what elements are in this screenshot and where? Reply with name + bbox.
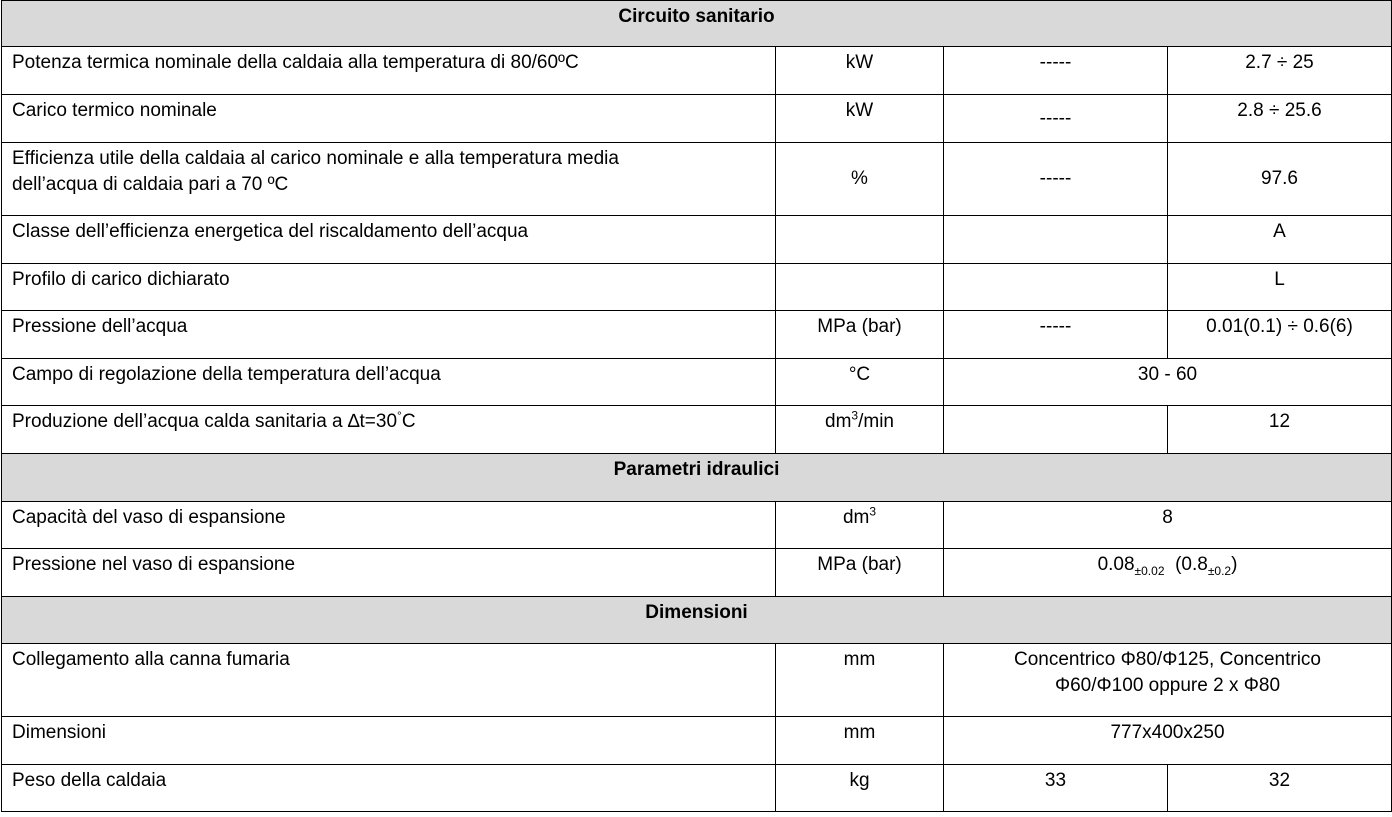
- row-unit: mm: [776, 717, 944, 765]
- row-label: Pressione dell’acqua: [2, 311, 776, 359]
- table-row: [2, 644, 1392, 717]
- row-value-line-1: Concentrico Φ80/Φ125, Concentrico: [1013, 649, 1322, 670]
- table-row: [2, 47, 1392, 95]
- row-label: Profilo di carico dichiarato: [2, 264, 776, 311]
- row-value-2: 0.01(0.1) ÷ 0.6(6): [1168, 311, 1392, 359]
- table-row: [2, 406, 1392, 454]
- row-label: Capacità del vaso di espansione: [2, 502, 776, 549]
- table-row: [2, 359, 1392, 406]
- section-header-dimensioni: [2, 597, 1392, 644]
- row-value-2: 97.6: [1168, 143, 1392, 216]
- row-unit: mm: [776, 644, 944, 717]
- row-unit: kW: [776, 95, 944, 143]
- row-value-1: -----: [944, 143, 1168, 216]
- spec-table: [1, 0, 1392, 812]
- section-title-dimensioni: Dimensioni: [2, 597, 1392, 644]
- row-unit: MPa (bar): [776, 311, 944, 359]
- row-label: Pressione nel vaso di espansione: [2, 549, 776, 597]
- table-row: [2, 264, 1392, 311]
- row-value-2: 2.7 ÷ 25: [1168, 47, 1392, 95]
- row-unit: °C: [776, 359, 944, 406]
- row-value-2: 2.8 ÷ 25.6: [1168, 95, 1392, 143]
- row-value-1: 33: [944, 765, 1168, 812]
- row-value-line-2: Φ60/Φ100 oppure 2 x Φ80: [1054, 675, 1281, 696]
- row-value-1: -----: [944, 311, 1168, 359]
- table-row: [2, 143, 1392, 216]
- table-row: [2, 502, 1392, 549]
- row-label: Potenza termica nominale della caldaia alla temperatura di 80/60ºC: [2, 47, 776, 95]
- row-unit: kW: [776, 47, 944, 95]
- row-value-1: [944, 216, 1168, 264]
- row-label: [2, 143, 776, 216]
- section-header-idraulici: [2, 454, 1392, 502]
- table-row: [2, 765, 1392, 812]
- row-label: Peso della caldaia: [2, 765, 776, 812]
- row-label: Campo di regolazione della temperatura dell’acqua: [2, 359, 776, 406]
- row-value-2: 12: [1168, 406, 1392, 454]
- row-value-1: [944, 406, 1168, 454]
- table-row: [2, 95, 1392, 143]
- table-row: [2, 216, 1392, 264]
- row-unit: $dm^3/\min$: [776, 406, 944, 454]
- section-title-idraulici: Parametri idraulici: [2, 454, 1392, 502]
- row-value: [944, 644, 1392, 717]
- row-label: Collegamento alla canna fumaria: [2, 644, 776, 717]
- row-value-2: A: [1168, 216, 1392, 264]
- table-row: [2, 311, 1392, 359]
- row-label: Carico termico nominale: [2, 95, 776, 143]
- row-label: Produzione dell’acqua calda sanitaria a ∆t=30°C: [2, 406, 776, 454]
- row-unit: [776, 216, 944, 264]
- table-row: [2, 717, 1392, 765]
- section-header-sanitario: [2, 1, 1392, 47]
- row-unit: kg: [776, 765, 944, 812]
- row-unit: $dm^3$: [776, 502, 944, 549]
- row-value: 8: [944, 502, 1392, 549]
- row-label-line-1: Efficienza utile della caldaia al carico nominale e alla temperatura media: [12, 148, 619, 169]
- row-value-1: [944, 264, 1168, 311]
- row-value: 777x400x250: [944, 717, 1392, 765]
- row-value-1: -----: [944, 47, 1168, 95]
- row-unit: MPa (bar): [776, 549, 944, 597]
- row-unit: [776, 264, 944, 311]
- table-row: [2, 549, 1392, 597]
- row-unit: %: [776, 143, 944, 216]
- row-value: $0.08_{\pm 0.02}$ $(0.8_{\pm 0.2})$: [944, 549, 1392, 597]
- row-value-2: L: [1168, 264, 1392, 311]
- row-label: Dimensioni: [2, 717, 776, 765]
- row-label-line-2: dell’acqua di caldaia pari a 70 ºC: [12, 174, 289, 195]
- row-value-2: 32: [1168, 765, 1392, 812]
- row-value: 30 - 60: [944, 359, 1392, 406]
- row-value-1: -----: [944, 95, 1168, 143]
- section-title-sanitario: Circuito sanitario: [2, 1, 1392, 47]
- row-label: Classe dell’efficienza energetica del riscaldamento dell’acqua: [2, 216, 776, 264]
